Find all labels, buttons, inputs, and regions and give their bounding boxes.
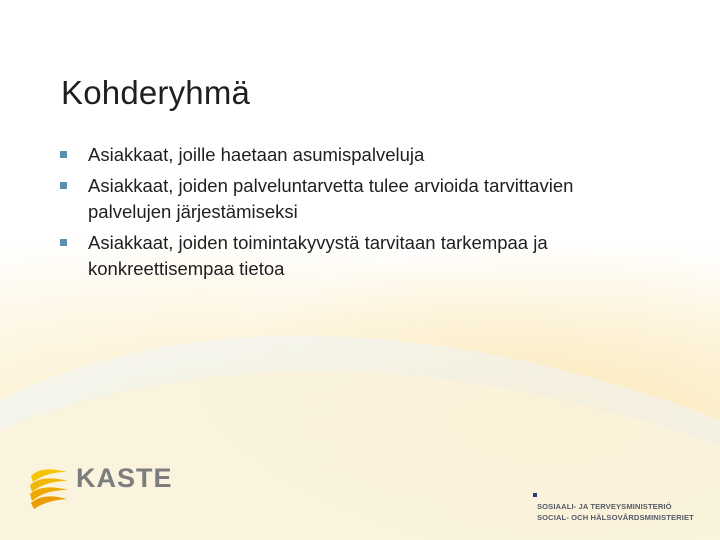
bullet-item [58,173,658,225]
kaste-wave-logo-icon [29,466,69,510]
ministry-name-fi: SOSIAALI- JA TERVEYSMINISTERIÖ [537,502,672,511]
square-bullet-icon [60,239,67,246]
bullet-item [58,230,658,282]
bullet-line: Asiakkaat, joille haetaan asumispalveluja [88,144,425,165]
kaste-logo-text: KASTE [76,463,173,493]
bullet-item [58,142,658,168]
bullet-line: konkreettisempaa tietoa [88,258,285,279]
bullet-line: Asiakkaat, joiden palveluntarvetta tulee arvioida tarvittavien [88,175,574,196]
square-bullet-icon [60,182,67,189]
square-bullet-icon [60,151,67,158]
ministry-dot-icon [533,493,537,497]
bullet-list [58,142,658,287]
ministry-name-sv: SOCIAL- OCH HÄLSOVÅRDSMINISTERIET [537,513,694,522]
slide-title: Kohderyhmä [61,74,251,111]
bullet-line: palvelujen järjestämiseksi [88,201,298,222]
bullet-line: Asiakkaat, joiden toimintakyvystä tarvitaan tarkempaa ja [88,232,548,253]
